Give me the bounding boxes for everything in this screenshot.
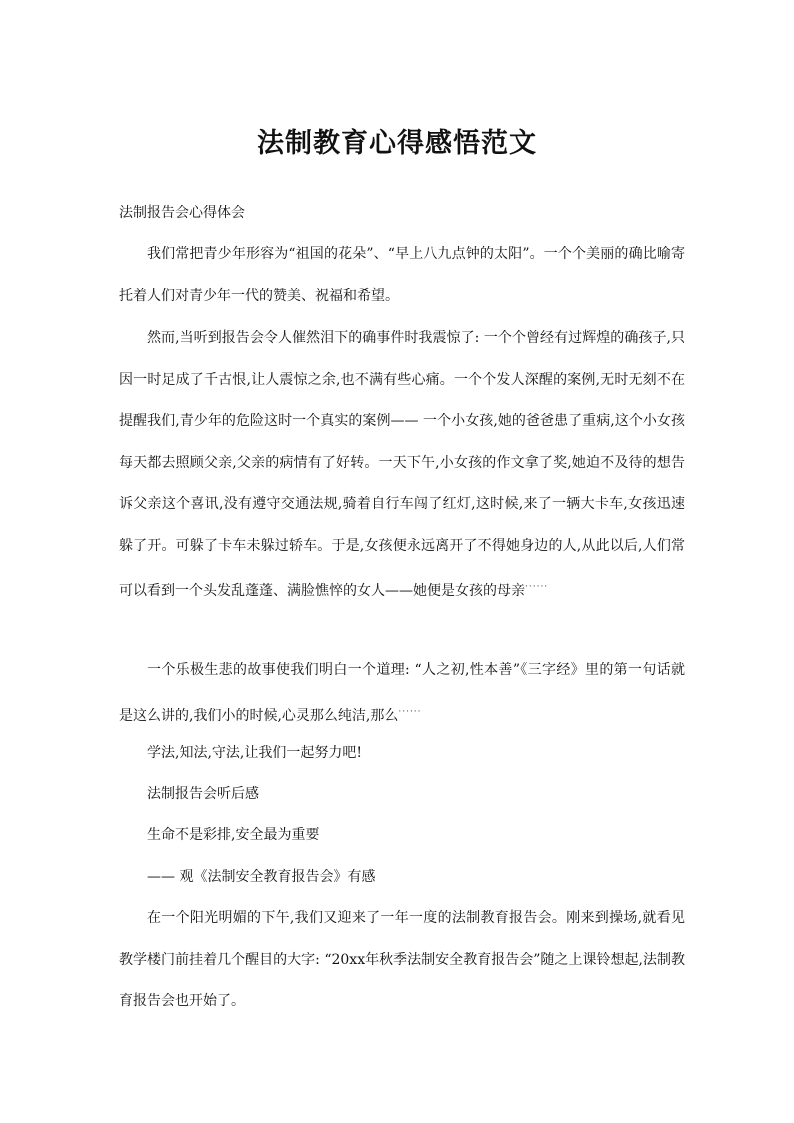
paragraph-call-to-action: 学法,知法,守法,让我们一起努力吧!	[147, 745, 362, 761]
paragraph-intro: 我们常把青少年形容为“祖国的花朵”、“早上八九点钟的太阳”。一个个美丽的确比喻寄托着人们对青少年一代的赞美、祝福和希望。	[119, 246, 685, 304]
paragraph-report: 在一个阳光明媚的下午,我们又迎来了一年一度的法制教育报告会。刚来到操场,就看见教学楼门前挂着几个醒目的大字: “20xx年秋季法制安全教育报告会”随之上课铃想起,法制教育报告会也开始了。	[119, 910, 685, 1009]
paragraph-lesson-text: 一个乐极生悲的故事使我们明白一个道理: “人之初,性本善”《三字经》里的第一句话就是这么讲的,我们小的时候,心灵那么纯洁,那么	[119, 662, 685, 724]
ellipsis-dots: ······	[525, 582, 549, 592]
essay-byline: —— 观《法制安全教育报告会》有感	[147, 869, 376, 885]
document-title: 法制教育心得感悟范文	[257, 128, 537, 159]
essay-title: 生命不是彩排,安全最为重要	[147, 827, 320, 843]
paragraph-story	[119, 318, 685, 613]
paragraph-story-text: 然而,当听到报告会令人催然泪下的确事件时我震惊了: 一个个曾经有过辉煌的确孩子,只因一时足成了千古恨,让人震惊之余,也不满有些心痛。一个个发人深醒的案例,无时无刻不在提醒我们,青少年的危险这时一个真实的案例—— 一个小女孩,她的爸爸患了重病,这个小女孩每天都去照顾父亲,父亲的病情有了好转。一天下午,小女孩的作文拿了奖,她迫不及待的想告诉父亲这个喜讯,没有遵守交通法规,骑着自行车闯了红灯,这时候,来了一辆大卡车,女孩迅速躲了开。可躲了卡车未躲过轿车。于是,女孩便永远离开了不得她身边的人,从此以后,人们常可以看到一个头发乱蓬蓬、满脸憔悴的女人——她便是女孩的母亲	[119, 330, 685, 599]
section-heading-second: 法制报告会听后感	[147, 786, 259, 802]
ellipsis-dots: ······	[398, 706, 422, 717]
paragraph-lesson	[119, 650, 685, 737]
section-heading: 法制报告会心得体会	[119, 205, 245, 221]
